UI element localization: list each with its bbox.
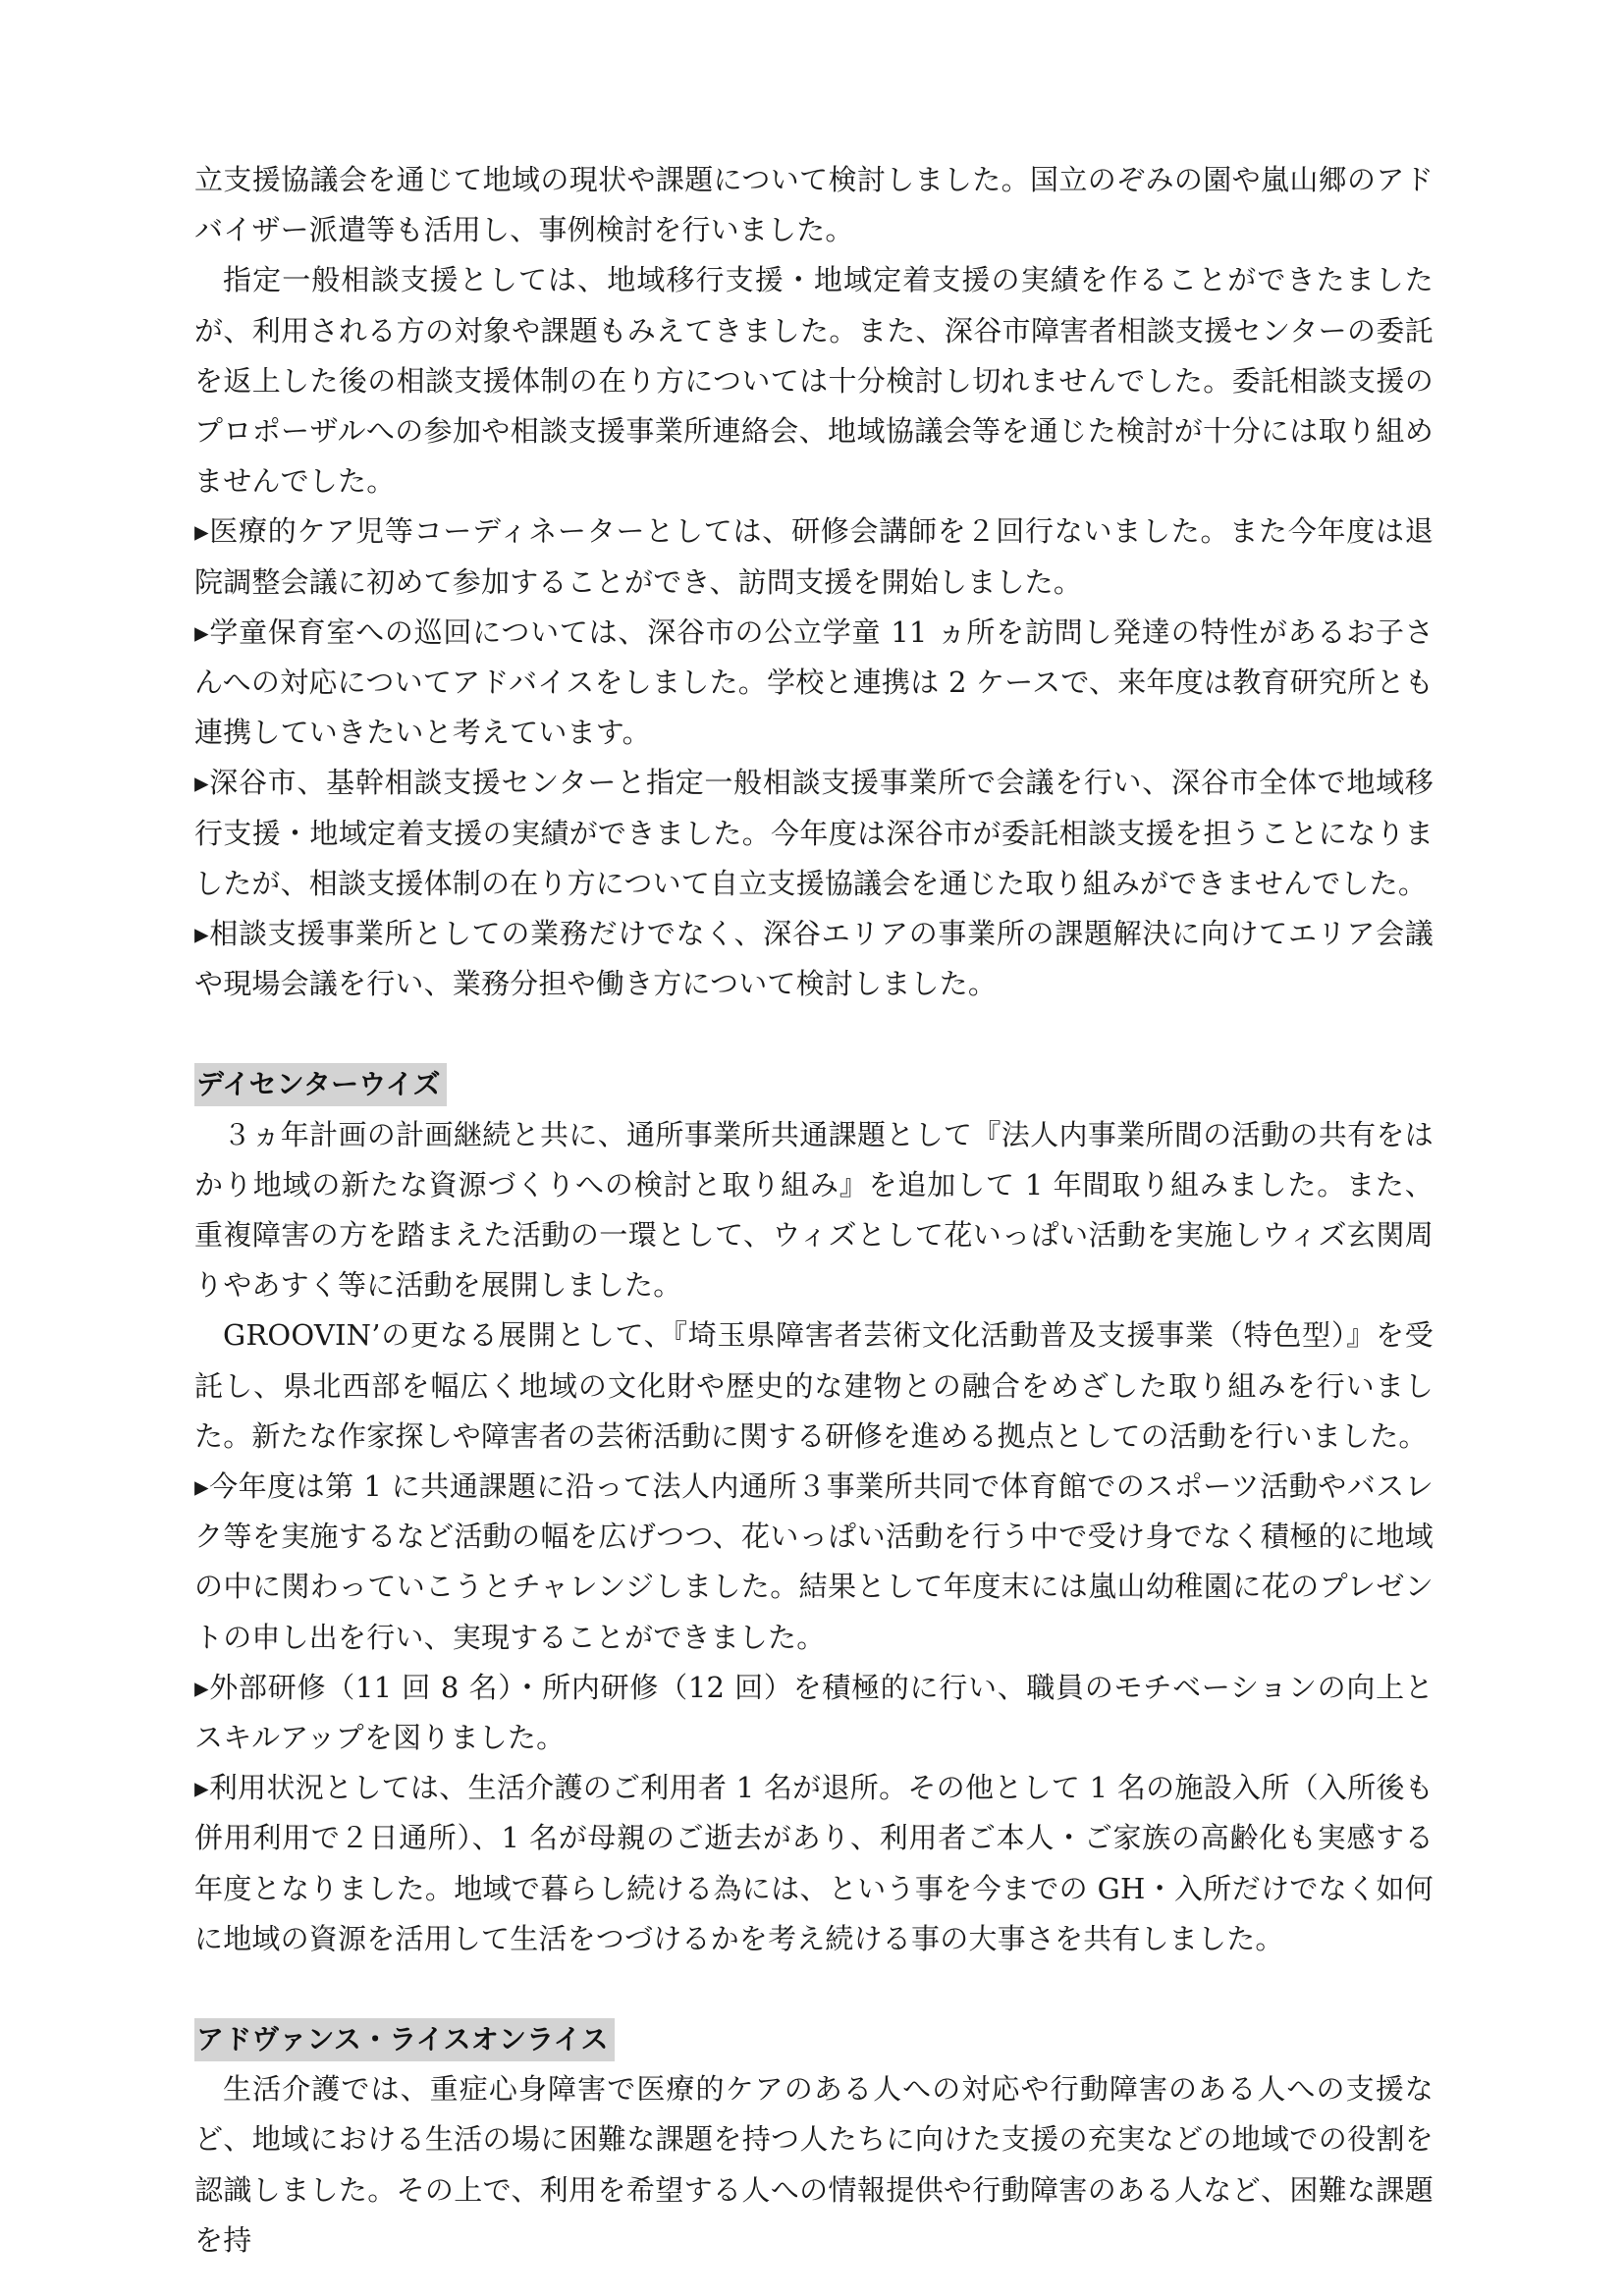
paragraph: ３ヵ年計画の計画継続と共に、通所事業所共通課題として『法人内事業所間の活動の共有をはかり地域の新たな資源づくりへの検討と取り組み』を追加して 1 年間取り組みました。また、重複障害の方を踏まえた活動の一環として、ウィズとして花いっぱい活動を実施しウィズ玄関周りやあすく等に活動を展開しました。	[194, 1117, 1434, 1303]
bullet-paragraph: ▸相談支援事業所としての業務だけでなく、深谷エリアの事業所の課題解決に向けてエリア会議や現場会議を行い、業務分担や働き方について検討しました。	[194, 917, 1434, 1001]
section-heading-wrap	[194, 1059, 1434, 1109]
section-heading-wrap	[194, 2014, 1434, 2064]
paragraph: 指定一般相談支援としては、地域移行支援・地域定着支援の実績を作ることができたましたが、利用される方の対象や課題もみえてきました。また、深谷市障害者相談支援センターの委託を返上した後の相談支援体制の在り方については十分検討し切れませんでした。委託相談支援のプロポーザルへの参加や相談支援事業所連絡会、地域協議会等を通じた検討が十分には取り組めませんでした。	[194, 263, 1434, 499]
bullet-paragraph: ▸深谷市、基幹相談支援センターと指定一般相談支援事業所で会議を行い、深谷市全体で地域移行支援・地域定着支援の実績ができました。今年度は深谷市が委託相談支援を担うことになりましたが、相談支援体制の在り方について自立支援協議会を通じた取り組みができませんでした。	[194, 766, 1434, 900]
section-advance-rice-on-rice	[194, 2014, 1434, 2266]
bullet-paragraph: ▸学童保育室への巡回については、深谷市の公立学童 11 ヵ所を訪問し発達の特性があるお子さんへの対応についてアドバイスをしました。学校と連携は 2 ケースで、来年度は教育研究所とも連携していきたいと考えています。	[194, 614, 1434, 750]
bullet-paragraph: ▸今年度は第 1 に共通課題に沿って法人内通所３事業所共同で体育館でのスポーツ活動やバスレク等を実施するなど活動の幅を広げつつ、花いっぱい活動を行う中で受け身でなく積極的に地域の中に関わっていこうとチャレンジしました。結果として年度末には嵐山幼稚園に花のプレゼントの申し出を行い、実現することができました。	[194, 1469, 1434, 1654]
section-day-center-wiz	[194, 1059, 1434, 1964]
bullet-paragraph: ▸利用状況としては、生活介護のご利用者 1 名が退所。その他として 1 名の施設入所（入所後も併用利用で２日通所）、1 名が母親のご逝去があり、利用者ご本人・ご家族の高齢化も実感する年度となりました。地域で暮らし続ける為には、という事を今までの GH・入所だけでなく如何に地域の資源を活用して生活をつづけるかを考え続ける事の大事さを共有しました。	[194, 1771, 1434, 1955]
bullet-paragraph: ▸外部研修（11 回 8 名）・所内研修（12 回）を積極的に行い、職員のモチベーションの向上とスキルアップを図りました。	[194, 1670, 1434, 1755]
paragraph: GROOVIN’の更なる展開として、『埼玉県障害者芸術文化活動普及支援事業（特色型）』を受託し、県北西部を幅広く地域の文化財や歴史的な建物との融合をめざした取り組みを行いました。新たな作家探しや障害者の芸術活動に関する研修を進める拠点としての活動を行いました。	[194, 1318, 1434, 1453]
section-heading: アドヴァンス・ライスオンライス	[194, 2018, 615, 2061]
paragraph: 立支援協議会を通じて地域の現状や課題について検討しました。国立のぞみの園や嵐山郷のアドバイザー派遣等も活用し、事例検討を行いました。	[194, 163, 1434, 247]
paragraph: 生活介護では、重症心身障害で医療的ケアのある人への対応や行動障害のある人への支援など、地域における生活の場に困難な課題を持つ人たちに向けた支援の充実などの地域での役割を認識しました。その上で、利用を希望する人への情報提供や行動障害のある人など、困難な課題を持	[194, 2072, 1434, 2257]
document-page	[194, 155, 1434, 2266]
section-heading: デイセンターウイズ	[194, 1063, 447, 1106]
section-continuation	[194, 155, 1434, 1009]
bullet-paragraph: ▸医療的ケア児等コーディネーターとしては、研修会講師を２回行ないました。また今年度は退院調整会議に初めて参加することができ、訪問支援を開始しました。	[194, 514, 1434, 599]
